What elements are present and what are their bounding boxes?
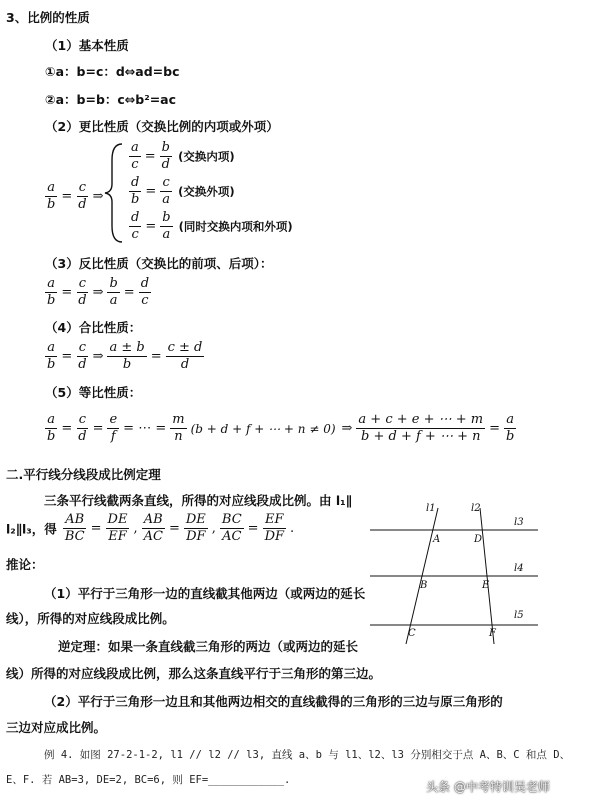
label-l3: l3 (514, 517, 524, 528)
point-B: B (420, 580, 428, 591)
basic-property-2: ②a：b=b：c⇔b²=ac (45, 92, 177, 107)
composition-heading: （4）合比性质： (45, 320, 142, 335)
composition-formula: $\frac{a}{b}$ = $\frac{c}{d}$ ⇒ $\frac{a \pm b}{b}$ = $\frac{c \pm d}{d}$ (47, 340, 203, 372)
label-l5: l5 (514, 610, 524, 621)
watermark: 头条 @中考特训吴老师 (426, 780, 550, 794)
label-l4: l4 (514, 563, 524, 574)
point-A: A (433, 534, 441, 545)
corollary-1b: 线），所得的对应线段成比例。 (6, 611, 175, 626)
theorem-line-2: l₂∥l₃，得 $\frac{AB}{BC}$ = $\frac{DE}{EF}$ , $\frac{AB}{AC}$ = $\frac{DE}{DF}$ , $\frac{BC}{AC}$ = $\frac{EF}{DF}$ . (6, 512, 295, 544)
basic-property-1: ①a：b=c：d⇔ad=bc (45, 64, 180, 79)
point-E: E (482, 580, 490, 591)
point-F: F (489, 628, 496, 639)
corollary-2b: 三边对应成比例。 (6, 720, 107, 735)
alt-row-2: $\frac{d}{b}$ = $\frac{c}{a}$ (交换外项) (131, 175, 235, 207)
alternation-heading: （2）更比性质（交换比例的内项或外项） (45, 119, 279, 134)
corollary-1a: （1）平行于三角形一边的直线截其他两边（或两边的延长 (44, 586, 366, 601)
converse-a: 逆定理：如果一条直线截三角形的两边（或两边的延长 (58, 639, 359, 654)
point-D: D (474, 534, 483, 545)
example-4-line-2: E、F. 若 AB=3, DE=2, BC=6, 则 EF=____________. (6, 774, 291, 786)
theorem-line-1: 三条平行线截两条直线，所得的对应线段成比例。由 l₁∥ (44, 493, 352, 508)
point-C: C (408, 628, 416, 639)
corollary-label: 推论： (6, 557, 44, 572)
converse-b: 线）所得的对应线段成比例，那么这条直线平行于三角形的第三边。 (6, 666, 382, 681)
alt-row-1: $\frac{a}{c}$ = $\frac{b}{d}$ (交换内项) (131, 140, 235, 172)
parallel-lines-figure (368, 498, 544, 648)
alt-lhs: $\frac{a}{b}$ = $\frac{c}{d}$ ⇒ (47, 180, 104, 212)
alt-brace (102, 140, 126, 246)
equal-ratio-formula: $\frac{a}{b}$ = $\frac{c}{d}$ = $\frac{e}{f}$ = ⋯ = $\frac{m}{n}$ (b + d + f + ⋯ + n ≠ 0) ⇒ $\frac{a + c + e + \cdots + m}{b + d + f + \cdots + n}$ = $\frac{a}{b}$ (47, 412, 515, 444)
label-l1: l1 (426, 503, 436, 514)
label-l2: l2 (471, 503, 481, 514)
equal-ratio-heading: （5）等比性质： (45, 385, 142, 400)
section-2-title: 二.平行线分线段成比例定理 (6, 467, 161, 482)
corollary-2a: （2）平行于三角形一边且和其他两边相交的直线截得的三角形的三边与原三角形的 (44, 694, 503, 709)
inverse-formula: $\frac{a}{b}$ = $\frac{c}{d}$ ⇒ $\frac{b}{a}$ = $\frac{d}{c}$ (47, 276, 150, 308)
section-3-title: 3、比例的性质 (6, 10, 90, 25)
alt-row-3: $\frac{d}{c}$ = $\frac{b}{a}$ (同时交换内项和外项) (131, 210, 293, 242)
basic-property-heading: （1）基本性质 (45, 38, 129, 53)
example-4-line-1: 例 4. 如图 27-2-1-2, l1 // l2 // l3, 直线 a、b 与 l1、l2、l3 分别相交于点 A、B、C 和点 D、 (44, 749, 571, 761)
inverse-heading: （3）反比性质（交换比的前项、后项）： (45, 256, 273, 271)
